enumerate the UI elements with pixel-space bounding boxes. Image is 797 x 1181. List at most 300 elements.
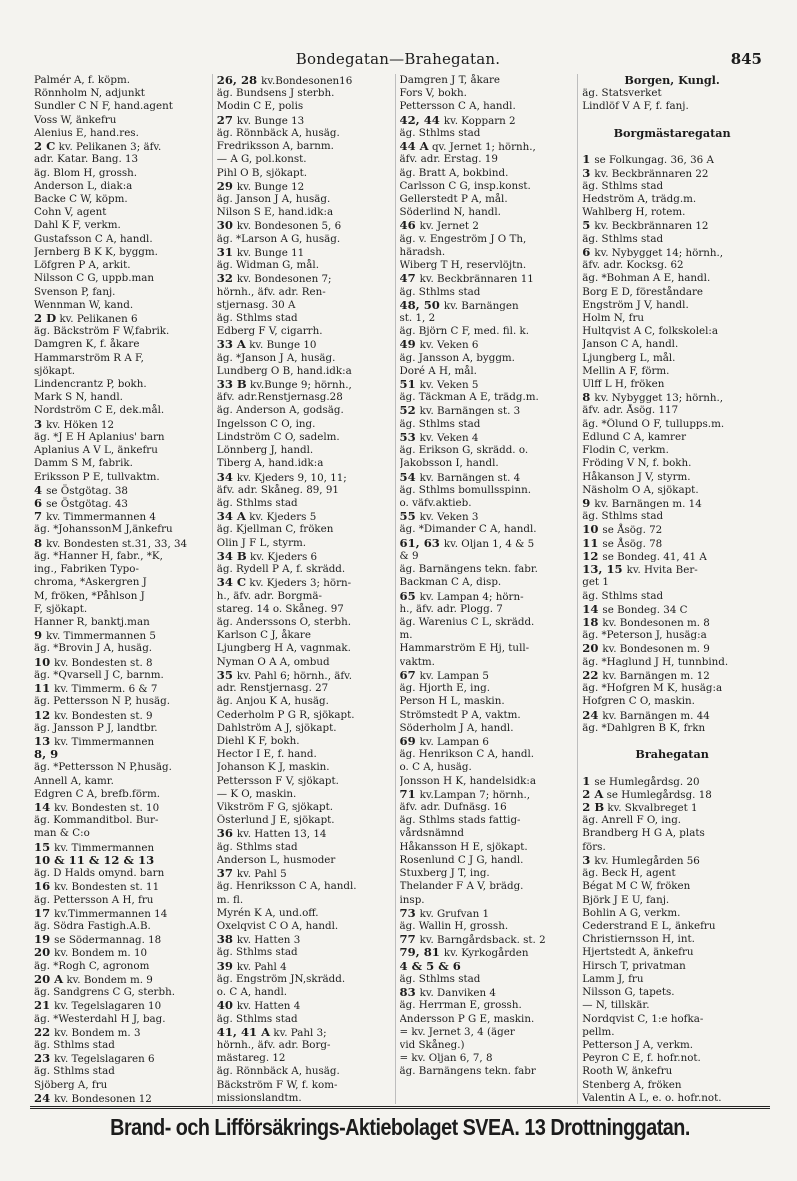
directory-entry: 24 kv. Barnängen m. 44 [582,708,710,722]
directory-entry: 4 se Östgötag. 38 [34,483,128,497]
house-number: 12 [582,549,603,563]
directory-entry: chroma, *Askergren J [34,576,147,589]
page-header [34,50,762,72]
directory-entry: äg. *Peterson J, husäg:a [582,629,707,642]
house-number: 46 [399,219,420,233]
house-number: 17 [34,906,55,920]
directory-entry: — K O, maskin. [216,787,297,800]
directory-entry: 47 kv. Beckbrännaren 11 [399,272,534,286]
directory-entry: Sjöberg A, fru [34,1078,108,1091]
directory-entry: Lamm J, fru [582,972,644,985]
directory-entry: Alenius E, hand.res. [34,126,139,139]
directory-entry: Lindlöf V A F, f. fanj. [582,100,689,113]
directory-entry: 8 kv. Nybygget 13; hörnh., [582,391,724,405]
directory-entry: h., äfv. adr. Plogg. 7 [399,602,503,615]
directory-entry: Christiernsson H, int. [582,933,695,946]
directory-entry: 9 kv. Barnängen m. 14 [582,497,702,510]
house-number: 42, 44 [399,113,444,127]
directory-entry: Olin J F L, styrm. [216,536,307,549]
house-number: 26, 28 [216,74,262,87]
house-number: 10 [34,655,55,669]
directory-entry: Sundler C N F, hand.agent [34,100,173,113]
house-number: 36 [216,827,237,841]
directory-entry: 11 se Åsög. 78 [582,536,663,550]
directory-entry: F, sjökapt. [34,602,88,615]
directory-entry: get 1 [582,576,609,589]
directory-entry: Hultqvist A C, folkskolel:a [582,325,719,338]
house-number: 8 [582,391,595,405]
house-number: 22 [582,668,603,682]
directory-entry: Hirsch T, privatman [582,959,686,972]
house-number: 2 D [34,311,57,325]
house-number: 4 & 5 & 6 [399,959,461,973]
directory-entry: = kv. Oljan 6, 7, 8 [399,1052,493,1065]
directory-entry: äg. Warenius C L, skrädd. [399,615,535,628]
directory-entry: Wennman W, kand. [34,298,134,311]
house-number: 11 [582,536,603,550]
directory-entry: Gustafsson C A, handl. [34,232,153,245]
directory-entry: Hedström A, trädg.m. [582,192,697,205]
directory-entry: äg. *Hanner H, fabr., *K, [34,549,163,562]
directory-entry: äg. Anrell F O, ing. [582,814,682,827]
directory-entry: Lundberg O B, hand.idk:a [216,364,352,377]
directory-entry: 22 kv. Bondem m. 3 [34,1025,141,1039]
directory-entry: äg. Sthlms stad [216,1012,298,1025]
directory-entry: 1 se Folkungag. 36, 36 A [582,153,714,167]
directory-entry: — A G, pol.konst. [216,153,307,166]
directory-entry: h., äfv. adr. Borgmä- [216,589,323,602]
directory-entry: stareg. 14 o. Skåneg. 97 [216,602,344,615]
directory-column-2 [212,74,395,1104]
house-number: 6 [582,245,595,259]
directory-entry: Ingelsson C O, ing. [216,417,316,430]
house-number: 5 [582,219,595,233]
house-number: 48, 50 [399,298,444,312]
house-number: 47 [399,272,420,286]
directory-entry: Österlund J E, sjökapt. [216,814,335,827]
directory-entry: Rosenlund C J G, handl. [399,853,524,866]
directory-entry: 27 kv. Bunge 13 [216,113,305,127]
directory-entry: o. väfv.aktieb. [399,497,472,509]
page-number: 845 [730,50,762,68]
directory-entry: äg. Anderssons O, sterbh. [216,615,351,628]
directory-entry: äg. Sthlms stad [399,972,481,985]
directory-entry: Fredriksson A, barnm. [216,140,334,153]
directory-entry: 32 kv. Bondesonen 7; [216,272,332,286]
house-number: 41, 41 A [216,1025,271,1039]
directory-entry: äg. Bäckström F W,fabrik. [34,325,170,338]
directory-entry: förs. [582,840,606,853]
house-number: 34 C [216,576,247,590]
house-number: 69 [399,734,420,748]
directory-entry: Hammarström R A F, [34,351,144,364]
directory-entry: äg. Sthlms stad [34,1038,115,1051]
directory-entry: Lindencrantz P, bokh. [34,378,147,391]
house-number: 54 [399,470,420,484]
directory-entry: 11 kv. Timmerm. 6 & 7 [34,682,158,696]
directory-entry: Söderholm J A, handl. [399,721,514,734]
directory-entry: insp. [399,893,425,906]
directory-entry: m. [399,629,413,642]
directory-entry: äg. Rydell P A, f. skrädd. [216,563,346,576]
directory-entry: 12 kv. Bondesten st. 9 [34,708,153,722]
directory-entry: äg. *Rogh C, agronom [34,959,150,972]
directory-entry: Vikström F G, sjökapt. [216,801,333,814]
directory-entry: Edgren C A, brefb.förm. [34,787,161,800]
house-number: 2 B [582,801,605,815]
directory-entry: 42, 44 kv. Kopparn 2 [399,113,516,127]
directory-entry: Backman C A, disp. [399,576,502,589]
directory-entry: äg. Pettersson N P, husäg. [34,695,171,708]
advertisement-text: Brand- och Lifförsäkrings-Aktiebolaget SVEA. 13 Drottninggatan. [110,1113,690,1140]
house-number: 3 [582,166,595,180]
house-number: 33 B [216,378,247,392]
directory-entry: äg. Sthlms stad [216,840,298,853]
directory-entry: Nordqvist C, 1:e hofka- [582,1012,704,1025]
directory-entry: 49 kv. Veken 6 [399,338,479,352]
directory-entry: äg. Sthlms stad [216,946,298,959]
directory-entry: 17 kv.Timmermannen 14 [34,906,168,920]
directory-entry: 2 C kv. Pelikanen 3; äfv. [34,140,162,154]
house-number: 51 [399,378,420,392]
directory-entry: Hofgren C O, maskin. [582,695,695,708]
directory-entry: Jernberg B K K, byggm. [34,245,158,258]
house-number: 71 [399,787,420,801]
directory-entry: Borgen, Kungl. [624,74,720,87]
directory-entry: Anderson L, diak:a [34,179,133,192]
directory-entry: o. C A, handl. [216,986,288,999]
directory-entry: 20 kv. Bondesonen m. 9 [582,642,710,656]
directory-entry [34,748,210,761]
directory-entry [34,854,210,867]
directory-entry: 38 kv. Hatten 3 [216,933,301,947]
directory-entry: Annell A, kamr. [34,774,114,787]
directory-entry: m. fl. [216,893,244,906]
house-number: 30 [216,219,237,233]
directory-entry: 40 kv. Hatten 4 [216,999,301,1013]
directory-entry: Näsholm O A, sjökapt. [582,483,699,496]
directory-entry: Wahlberg H, rotem. [582,206,686,219]
directory-entry: äg. Anderson A, godsäg. [216,404,344,417]
directory-entry: 18 kv. Bondesonen m. 8 [582,615,710,629]
directory-entry: Engström J V, handl. [582,298,689,311]
directory-entry: 3 kv. Humlegården 56 [582,853,700,867]
directory-entry: Hammarström E Hj, tull- [399,642,530,655]
directory-entry: Flodin C, verkm. [582,444,669,457]
directory-entry [582,114,762,127]
directory-entry: Fröding V N, f. bokh. [582,457,692,470]
directory-entry: 5 kv. Beckbrännaren 12 [582,219,709,233]
directory-entry: äg. Sthlms stad [216,311,298,324]
directory-entry: Mellin A F, förm. [582,364,670,377]
directory-entry: adr. Katar. Bang. 13 [34,153,139,166]
directory-entry: 26, 28 kv.Bondesonen16 [216,74,353,87]
directory-entry: 52 kv. Barnängen st. 3 [399,404,521,418]
directory-entry: 36 kv. Hatten 13, 14 [216,827,327,841]
house-number: 7 [34,510,47,524]
directory-entry: 29 kv. Bunge 12 [216,179,305,193]
directory-entry: äg. Kjellman C, fröken [216,523,334,536]
house-number: 11 [34,682,55,696]
directory-entry: 21 kv. Tegelslagaren 10 [34,999,162,1013]
directory-entry: 1 se Humlegårdsg. 20 [582,774,700,788]
directory-entry: 20 kv. Bondem m. 10 [34,946,148,960]
directory-entry: äg. Sthlms stad [582,232,664,245]
house-number: 24 [34,1091,55,1104]
directory-entry: Person H L, maskin. [399,695,505,708]
directory-entry: 33 B kv.Bunge 9; hörnh., [216,378,352,392]
directory-entry: 61, 63 kv. Oljan 1, 4 & 5 [399,536,535,550]
directory-entry: Andersson P G E, maskin. [399,1012,535,1025]
directory-entry: 2 D kv. Pelikanen 6 [34,311,138,325]
directory-entry [582,761,762,774]
directory-entry: äg. Rönnbäck A, husäg. [216,1065,340,1078]
directory-entry: 24 kv. Bondesonen 12 [34,1091,152,1104]
directory-entry: 6 se Östgötag. 43 [34,497,128,510]
directory-entry: häradsh. [399,245,446,258]
directory-entry: äfv. adr. Erstag. 19 [399,153,498,166]
directory-entry: Johanson K J, maskin. [216,761,330,774]
directory-entry: M, fröken, *Påhlson J [34,589,145,602]
house-number: 1 [582,153,595,167]
directory-entry: äg. Sthlms stad [399,126,481,139]
house-number: 52 [399,404,420,418]
house-number: 2 A [582,787,604,801]
directory-entry: Modin C E, polis [216,100,304,113]
directory-entry: hörnh., äfv. adr. Borg- [216,1038,331,1051]
directory-entry: 73 kv. Grufvan 1 [399,906,490,920]
directory-entry: 69 kv. Lampan 6 [399,734,489,748]
directory-entry: vaktm. [399,655,435,668]
directory-entry: Brahegatan [635,748,709,762]
house-number: 83 [399,986,420,1000]
directory-entry: Mark S N, handl. [34,391,123,404]
directory-entry: äg. Jansson P J, landtbr. [34,721,158,734]
directory-entry: Nyman O A A, ombud [216,655,330,668]
directory-entry: äg. Hjorth E, ing. [399,682,490,695]
directory-entry: äg. Engström JN,skrädd. [216,972,346,985]
directory-entry: Bohlin A G, verkm. [582,906,681,919]
house-number: 38 [216,933,237,947]
directory-entry: äg. *J E H Aplanius' barn [34,430,165,443]
directory-entry: 2 B kv. Skvalbreget 1 [582,801,698,815]
directory-entry: äfv. adr. Åsög. 117 [582,404,679,417]
directory-entry: missionslandtm. [216,1091,302,1104]
directory-entry: äg. Sthlms stads fattig- [399,814,521,827]
directory-entry: 3 kv. Beckbrännaren 22 [582,166,709,180]
directory-entry: Diehl K F, bokh. [216,734,300,747]
directory-entry: Söderlind N, handl. [399,206,501,219]
directory-entry: 46 kv. Jernet 2 [399,219,479,233]
directory-entry: äg. Henriksson C A, handl. [216,880,357,893]
directory-entry: Nilsson G, tapets. [582,986,675,999]
directory-entry: Håkansson H E, sjökapt. [399,840,528,853]
house-number: 2 C [34,140,56,154]
directory-entry: äg. Bundsens J sterbh. [216,87,335,100]
directory-entry: Thelander F A V, brädg. [399,880,524,893]
directory-entry: äg. Blom H, grossh. [34,166,138,179]
directory-entry: 3 kv. Höken 12 [34,417,115,431]
directory-entry: Edlund C A, kamrer [582,430,686,443]
directory-entry: äg. Anjou K A, husäg. [216,695,329,708]
directory-entry: 67 kv. Lampan 5 [399,668,489,682]
directory-entry: Petterson J A, verkm. [582,1038,693,1051]
directory-entry: Peyron C E, f. hofr.not. [582,1052,701,1065]
house-number: 77 [399,933,420,947]
directory-entry: äg. Herrman E, grossh. [399,999,522,1012]
house-number: 61, 63 [399,536,444,550]
directory-entry: 53 kv. Veken 4 [399,430,479,444]
house-number: 3 [34,417,47,431]
house-number: 32 [216,272,237,286]
house-number: 20 A [34,972,64,986]
directory-entry [582,140,762,153]
directory-entry: Holm N, fru [582,311,645,324]
directory-entry: vårdsnämnd [399,827,465,840]
directory-entry: adr. Renstjernasg. 27 [216,682,329,695]
directory-entry: 33 A kv. Bunge 10 [216,338,317,352]
directory-entry: Anderson L, husmoder [216,853,336,866]
directory-entry: 13, 15 kv. Hvita Ber- [582,563,698,577]
directory-column-1 [34,74,212,1104]
house-number: 29 [216,179,237,193]
directory-entry: äg. Erikson G, skrädd. o. [399,444,529,457]
directory-entry: 20 A kv. Bondem m. 9 [34,972,153,986]
directory-entry: 10 se Åsög. 72 [582,523,663,537]
directory-entry: Pettersson C A, handl. [399,100,516,113]
directory-entry: äg. Sthlms stad [582,179,664,192]
directory-entry: äg. Bratt A, bokbind. [399,166,509,179]
directory-entry: Borg E D, föreståndare [582,285,703,298]
directory-entry: Löfgren P A, arkit. [34,259,131,272]
house-number: 22 [34,1025,55,1039]
directory-entry: Damgren K, f. åkare [34,338,140,351]
directory-entry: 22 kv. Barnängen m. 12 [582,668,710,682]
directory-entry: st. 1, 2 [399,311,436,324]
directory-entry: — N, tillskär. [582,999,650,1012]
directory-entry: Voss W, änkefru [34,113,117,126]
directory-entry: Gellerstedt P A, mål. [399,192,508,205]
directory-entry: Nilson S E, hand.idk:a [216,206,334,219]
house-number: 37 [216,867,237,881]
house-number: 40 [216,999,237,1013]
directory-entry: 13 kv. Timmermannen [34,734,155,748]
directory-entry: Hjertstedt A, änkefru [582,946,694,959]
directory-entry: äfv. adr. Dufnäsg. 16 [399,801,507,814]
house-number: 34 [216,470,237,484]
house-number: 9 [34,629,47,643]
house-number: 19 [34,933,55,947]
directory-entry: 34 B kv. Kjeders 6 [216,549,318,563]
directory-entry: Carlsson C G, insp.konst. [399,179,531,192]
directory-entry: 35 kv. Pahl 6; hörnh., äfv. [216,668,353,682]
directory-entry: äg. Pettersson A H, fru [34,893,154,906]
house-number: 23 [34,1052,55,1066]
directory-entry: stjernasg. 30 A [216,298,296,311]
directory-entry: äg. Kommanditbol. Bur- [34,814,159,827]
directory-entry: Ulff L H, fröken [582,378,665,391]
directory-entry: ing., Fabriken Typo- [34,563,139,576]
directory-entry: hörnh., äfv. adr. Ren- [216,285,326,298]
house-number: 53 [399,430,420,444]
house-number: 16 [34,880,55,894]
house-number: 31 [216,245,237,259]
directory-entry: äfv. adr.Renstjernasg.28 [216,391,343,404]
directory-entry: Ljungberg L, mål. [582,351,676,364]
directory-entry: = kv. Jernet 3, 4 (äger [399,1025,515,1038]
directory-entry: 54 kv. Barnängen st. 4 [399,470,521,484]
directory-entry: äg. Widman G, mål. [216,259,319,272]
directory-entry: Borgmästaregatan [613,126,731,140]
house-number: 8, 9 [34,748,59,762]
directory-entry: o. C A, husäg. [399,761,472,774]
house-number: 65 [399,589,420,603]
directory-entry: äg. *Hofgren M K, husäg:a [582,682,723,695]
directory-entry: 6 kv. Nybygget 14; hörnh., [582,245,724,259]
house-number: 4 [34,483,47,497]
directory-entry: äg. Rönnbäck A, husäg. [216,126,340,139]
directory-entry [582,735,762,748]
directory-entry: 44 A qv. Jernet 1; hörnh., [399,140,536,154]
directory-entry: äfv. adr. Kocksg. 62 [582,259,684,272]
directory-entry: äg. *Dahlgren B K, frkn [582,721,706,734]
directory-entry: äg. Barnängens tekn. fabr. [399,563,538,576]
house-number: 49 [399,338,420,352]
directory-entry: 71 kv.Lampan 7; hörnh., [399,787,531,801]
house-number: 35 [216,668,237,682]
directory-entry: äg. Sandgrens C G, sterbh. [34,986,175,999]
house-number: 67 [399,668,420,682]
directory-entry: äfv. adr. Skåneg. 89, 91 [216,483,339,496]
house-number: 3 [582,853,595,867]
directory-entry: äg. D Halds omynd. barn [34,867,165,880]
directory-entry: äg. Södra Fastigh.A.B. [34,920,151,932]
directory-entry: 65 kv. Lampan 4; hörn- [399,589,524,603]
directory-entry: Damm S M, fabrik. [34,457,133,470]
directory-entry: Wiberg T H, reservlöjtn. [399,259,527,272]
directory-entry: äg. Sthlms stad [582,589,664,602]
directory-entry: 9 kv. Timmermannen 5 [34,629,156,643]
directory-entry: Lindström C O, sadelm. [216,430,340,443]
directory-entry: man & C:o [34,827,90,840]
directory-entry: Edberg F V, cigarrh. [216,325,323,338]
house-number: 8 [34,536,47,550]
directory-column-3 [395,74,578,1104]
directory-entry: Dahlström A J, sjökapt. [216,721,337,734]
directory-entry: Damgren J T, åkare [399,74,501,86]
house-number: 20 [582,642,603,656]
directory-entry: äg. *JohanssonM J,änkefru [34,523,173,536]
directory-entry: Doré A H, mål. [399,364,477,377]
directory-entry: äg. Beck H, agent [582,867,676,880]
directory-entry: 34 kv. Kjeders 9, 10, 11; [216,470,347,484]
house-number: 73 [399,906,420,920]
directory-entry: Jonsson H K, handelsidk:a [399,774,537,787]
directory-entry: Jakobsson I, handl. [399,457,499,470]
house-number: 79, 81 [399,946,444,960]
directory-entry: Cederstrand E L, änkefru [582,920,716,932]
directory-entry: Ljungberg H A, vagnmak. [216,642,351,655]
house-number: 34 A [216,510,246,524]
directory-entry: 16 kv. Bondesten st. 11 [34,880,160,894]
house-number: 27 [216,113,237,127]
directory-entry: äg. Sthlms stad [582,510,664,523]
directory-entry: 15 kv. Timmermannen [34,840,155,854]
directory-entry: Aplanius A V L, änkefru [34,444,158,457]
house-number: 12 [34,708,55,722]
directory-entry: äg. *Qvarsell J C, barnm. [34,668,164,681]
house-number: 20 [34,946,55,960]
